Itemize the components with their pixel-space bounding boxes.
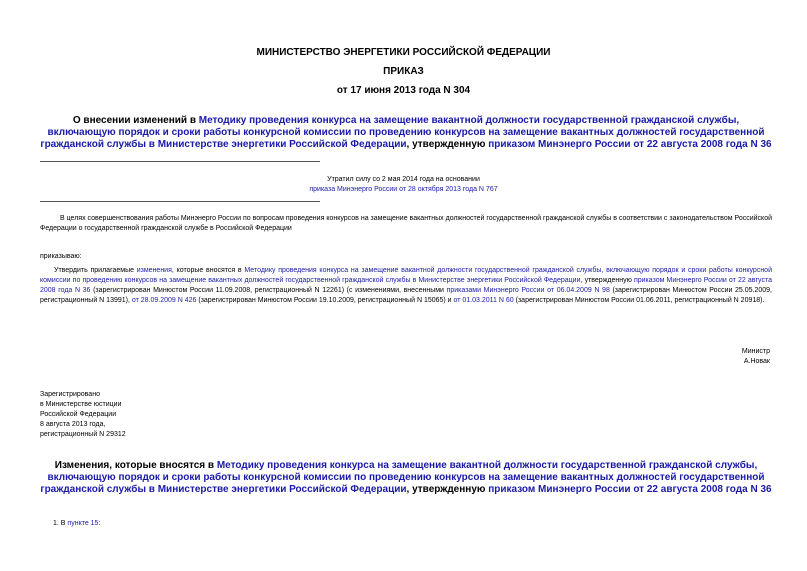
approve-text-4: (зарегистрирован Минюстом России 11.09.2008, регистрационный N 12261) (с изменениями, внесенными	[90, 287, 447, 294]
changes-title-text-1: Изменения, которые вносятся в	[54, 460, 217, 471]
registration-line-4: 8 августа 2013 года,	[40, 421, 106, 428]
registration-line-2: в Министерстве юстиции	[40, 401, 122, 408]
changes-title	[40, 460, 772, 496]
divider-top	[40, 161, 320, 162]
order-date: от 17 июня 2013 года N 304	[336, 85, 471, 96]
title-methodology-link[interactable]: Методику проведения конкурса на замещение вакантной должности государственной гражданской службы, включающую порядок и сроки работы конкурсной комиссии по проведению конкурсов на замещение вакантных должностей государственной гражданской службы в Министерстве энергетики Российской Федерации	[40, 115, 765, 150]
approve-paragraph	[40, 266, 772, 306]
ministry-heading: МИНИСТЕРСТВО ЭНЕРГЕТИКИ РОССИЙСКОЙ ФЕДЕРАЦИИ	[256, 47, 551, 58]
document-title	[40, 115, 772, 151]
title-order-link[interactable]: приказом Минэнерго России от 22 августа 2008 года N 36	[488, 139, 772, 150]
order-heading: ПРИКАЗ	[383, 66, 424, 77]
changes-title-methodology-link[interactable]: Методику проведения конкурса на замещение вакантной должности государственной гражданской службы, включающую порядок и сроки работы конкурсной комиссии по проведению конкурсов на замещение вакантных должностей государственной гражданской службы в Министерстве энергетики Российской Федерации	[40, 460, 765, 495]
approve-text-6: (зарегистрирован Минюстом России 19.10.2009, регистрационный N 15065) и	[196, 297, 454, 304]
methodology-link[interactable]: Методику проведения конкурса на замещение вакантной должности государственной гражданской службы, включающую порядок и сроки работы конкурсной комиссии по проведению конкурсов на замещение вакантных должностей государственной гражданской службы в Министерстве энергетики Российской Федерации	[40, 267, 772, 284]
order-426-link[interactable]: от 28.09.2009 N 426	[131, 297, 197, 304]
registration-line-5: регистрационный N 29312	[40, 431, 126, 438]
changes-title-text-2: , утвержденную	[406, 484, 489, 495]
lost-force-note	[0, 175, 807, 195]
approve-text-3: , утвержденную	[580, 277, 634, 284]
item-suffix: :	[98, 520, 101, 527]
registration-line-3: Российской Федерации	[40, 411, 117, 418]
lost-force-link[interactable]: приказа Минэнерго России от 28 октября 2013 года N 767	[309, 186, 498, 193]
approve-text-2: , которые вносятся в	[171, 267, 245, 274]
order-verb: приказываю:	[40, 253, 82, 260]
signer-name: А.Новак	[743, 358, 770, 365]
title-text-1: О внесении изменений в	[72, 115, 199, 126]
changes-title-order-link[interactable]: приказом Минэнерго России от 22 августа 2008 года N 36	[488, 484, 772, 495]
changes-link[interactable]: изменения	[136, 267, 172, 274]
signature-block	[600, 347, 770, 367]
list-item	[53, 520, 100, 527]
order-98-link[interactable]: приказами Минэнерго России от 06.04.2009 N 98	[446, 287, 610, 294]
title-text-2: , утвержденную	[406, 139, 489, 150]
item-prefix: 1. В	[53, 520, 68, 527]
order-60-link[interactable]: от 01.03.2011 N 60	[453, 297, 514, 304]
approve-text-1: Утвердить прилагаемые	[54, 267, 137, 274]
lost-force-text: Утратил силу со 2 мая 2014 года на основании	[327, 176, 480, 183]
order-36-link[interactable]: приказом Минэнерго России от 22 августа 2008 года N 36	[40, 277, 772, 294]
divider-bottom	[40, 201, 320, 202]
approve-text-7: (зарегистрирован Минюстом России 01.06.2011, регистрационный N 20918).	[513, 297, 765, 304]
registration-line-1: Зарегистрировано	[40, 391, 100, 398]
approve-text-5: (зарегистрирован Минюстом России 25.05.2009, регистрационный N 13991),	[40, 287, 772, 304]
signer-position: Министр	[741, 348, 770, 355]
registration-block	[40, 390, 240, 440]
intro-paragraph: В целях совершенствования работы Минэнерго России по вопросам проведения конкурсов на замещение вакантных должностей государственной гражданской службы в соответствии с законодательством Российской Федерации о государственной гражданской службе в Российской Федерации	[40, 215, 772, 232]
clause-15-link[interactable]: пункте 15	[67, 520, 99, 527]
